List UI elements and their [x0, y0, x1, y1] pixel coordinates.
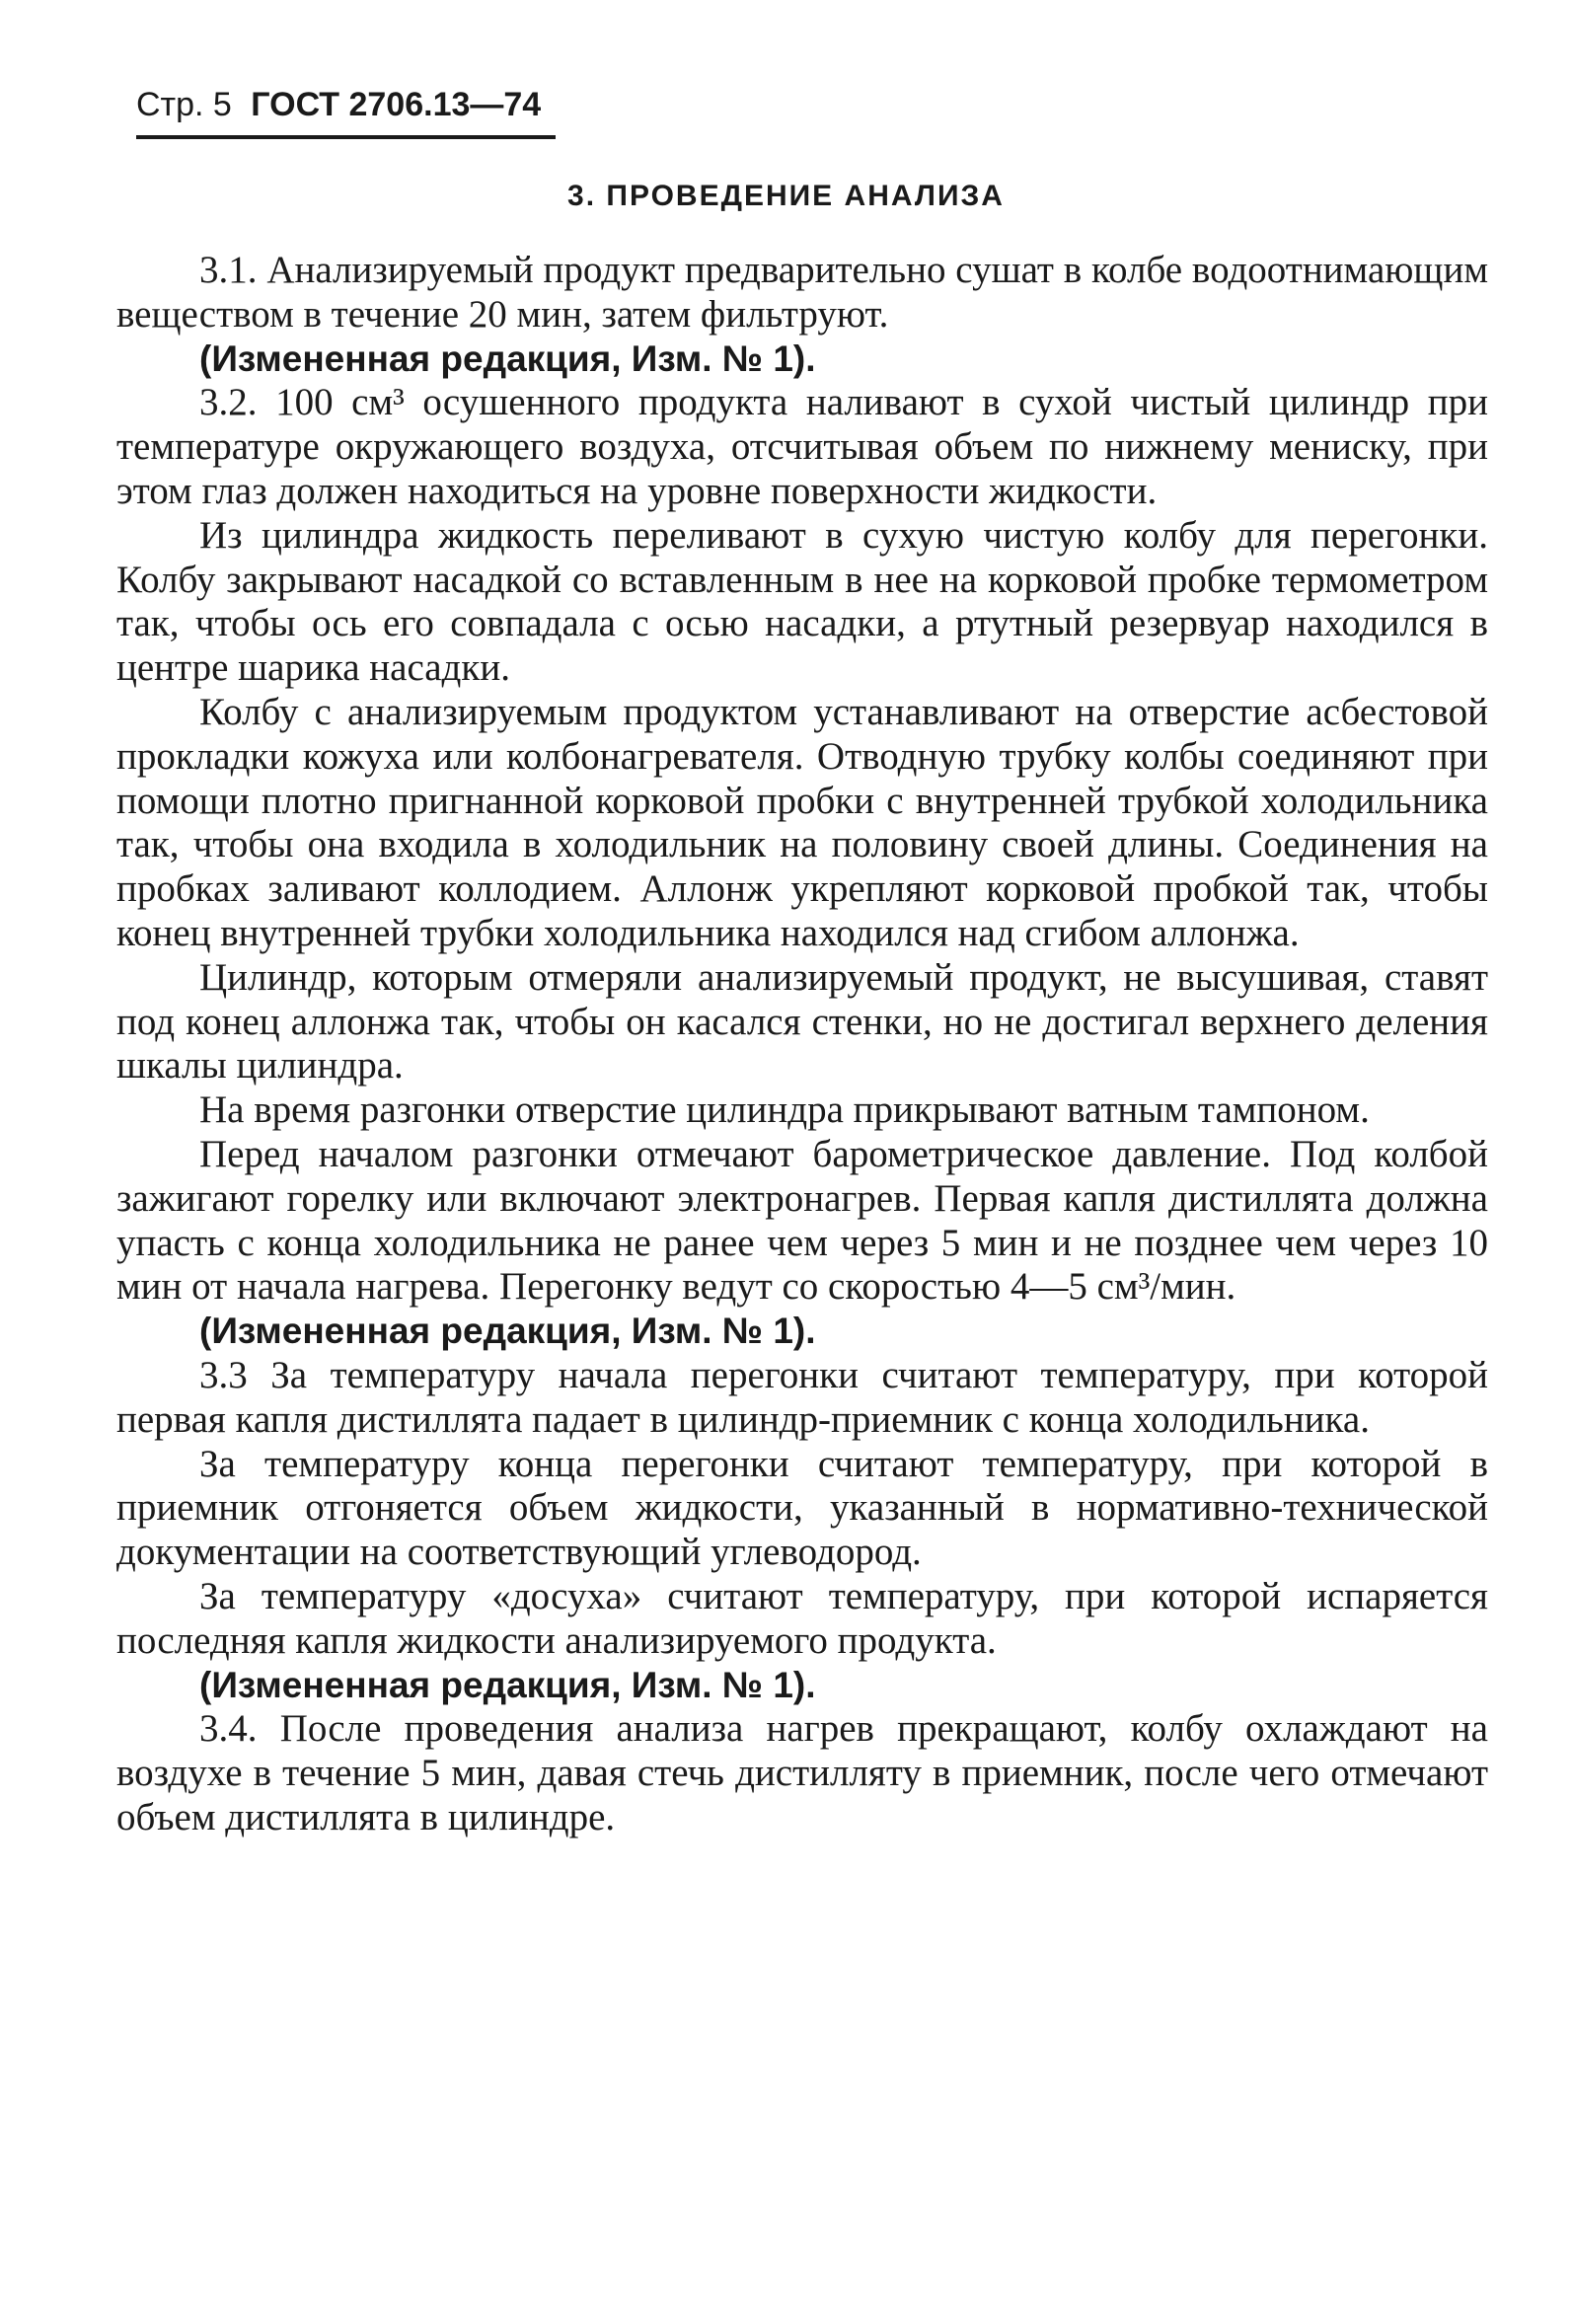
- header-rule: [136, 135, 556, 139]
- section-title: 3. ПРОВЕДЕНИЕ АНАЛИЗА: [567, 180, 1005, 212]
- document-body: [116, 249, 1488, 1840]
- paragraph-3-4: 3.4. После проведения анализа нагрев прекращают, колбу охлаждают на воздухе в течение 5 мин, давая стечь дистилляту в приемник, после чего отмечают объем дистиллята в цилиндре.: [116, 1707, 1488, 1838]
- page-number: Стр. 5: [136, 86, 232, 123]
- paragraph: На время разгонки отверстие цилиндра прикрывают ватным тампоном.: [199, 1088, 1370, 1132]
- paragraph-3-3: 3.3 За температуру начала перегонки считают температуру, при которой первая капля дистиллята падает в цилиндр-приемник с конца холодильника.: [116, 1353, 1488, 1441]
- standard-number: ГОСТ 2706.13—74: [251, 86, 542, 123]
- paragraph: За температуру «досуха» считают температуру, при которой испаряется последняя капля жидкости анализируемого продукта.: [116, 1574, 1488, 1662]
- paragraph-3-1: 3.1. Анализируемый продукт предварительно сушат в колбе водоотнимающим веществом в течение 20 мин, затем фильтруют.: [116, 249, 1488, 336]
- amendment-note: (Измененная редакция, Изм. № 1).: [199, 337, 816, 379]
- amendment-note: (Измененная редакция, Изм. № 1).: [199, 1664, 816, 1705]
- page-header: [136, 85, 541, 124]
- paragraph: Из цилиндра жидкость переливают в сухую чистую колбу для перегонки. Колбу закрывают насадкой со вставленным в нее на корковой пробке термометром так, чтобы ось его совпадала с осью насадки, а ртутный резервуар находился в центре шарика насадки.: [116, 513, 1488, 690]
- paragraph: Цилиндр, которым отмеряли анализируемый продукт, не высушивая, ставят под конец аллонжа так, чтобы он касался стенки, но не достигал верхнего деления шкалы цилиндра.: [116, 955, 1488, 1087]
- amendment-note: (Измененная редакция, Изм. № 1).: [199, 1311, 816, 1352]
- paragraph: Перед началом разгонки отмечают барометрическое давление. Под колбой зажигают горелку или включают электронагрев. Первая капля дистиллята должна упасть с конца холодильника не ранее чем через 5 мин и не позднее чем через 10 мин от начала нагрева. Перегонку ведут со скоростью 4—5 см³/мин.: [116, 1132, 1488, 1309]
- paragraph-3-2: 3.2. 100 см³ осушенного продукта наливают в сухой чистый цилиндр при температуре окружающего воздуха, отсчитывая объем по нижнему мениску, при этом глаз должен находиться на уровне поверхности жидкости.: [116, 381, 1488, 512]
- paragraph: За температуру конца перегонки считают температуру, при которой в приемник отгоняется объем жидкости, указанный в нормативно-технической документации на соответствующий углеводород.: [116, 1442, 1488, 1574]
- paragraph: Колбу с анализируемым продуктом устанавливают на отверстие асбестовой прокладки кожуха или колбонагревателя. Отводную трубку колбы соединяют при помощи плотно пригнанной корковой пробки с внутренней трубкой холодильника так, чтобы она входила в холодильник на половину своей длины. Соединения на пробках заливают коллодием. Аллонж укрепляют корковой пробкой так, чтобы конец внутренней трубки холодильника находился над сгибом аллонжа.: [116, 690, 1488, 954]
